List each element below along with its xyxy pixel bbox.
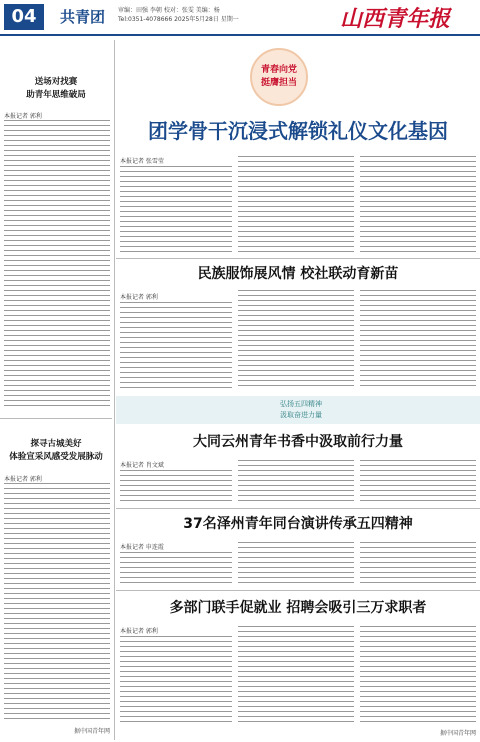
left-credit: 据中国青年网 bbox=[73, 728, 110, 735]
headline-3-body-col1 bbox=[120, 470, 232, 504]
theme-badge bbox=[250, 48, 308, 106]
main-credit: 据中国青年网 bbox=[439, 730, 476, 737]
headline-1-body-col3 bbox=[360, 156, 476, 254]
headline-4-body-col2 bbox=[238, 542, 354, 586]
badge-line2: 挺膺担当 bbox=[260, 78, 297, 88]
divider bbox=[0, 418, 112, 419]
divider bbox=[116, 590, 480, 591]
article1-byline: 本报记者 郭利 bbox=[4, 113, 42, 120]
masthead-logo: 山西青年报 bbox=[340, 6, 451, 32]
article2-title-line1: 探寻古城美好 bbox=[30, 439, 82, 449]
banner-line2: 汲取奋进力量 bbox=[280, 411, 322, 419]
headline-2-body-col3 bbox=[360, 290, 476, 390]
headline-2-body-col2 bbox=[238, 290, 354, 390]
edition-info bbox=[118, 6, 239, 24]
column-divider bbox=[114, 40, 115, 740]
headline-4-body-col3 bbox=[360, 542, 476, 586]
headline-1-body-col2 bbox=[238, 156, 354, 254]
page-number: 04 bbox=[4, 4, 44, 30]
headline-5-body-col1 bbox=[120, 636, 232, 724]
article2-title bbox=[0, 438, 112, 464]
headline-5-byline: 本报记者 郭利 bbox=[120, 628, 158, 635]
badge-line1: 青春向党 bbox=[260, 65, 297, 75]
headline-2-body-col1 bbox=[120, 302, 232, 390]
edition-line-1: 审编：田强 李朝 校对：张雯 美编：杨 bbox=[118, 7, 220, 14]
headline-4-byline: 本报记者 申连霞 bbox=[120, 544, 164, 551]
page-header bbox=[0, 0, 480, 36]
section-title: 共青团 bbox=[60, 8, 106, 26]
headline-4: 37名泽州青年同台演讲传承五四精神 bbox=[183, 516, 413, 532]
headline-5-body-col2 bbox=[238, 626, 354, 724]
article2-body-text bbox=[4, 483, 110, 723]
article2-byline: 本报记者 郭利 bbox=[4, 476, 42, 483]
headline-3: 大同云州青年书香中汲取前行力量 bbox=[193, 434, 403, 450]
divider bbox=[116, 508, 480, 509]
banner-line1: 弘扬五四精神 bbox=[280, 400, 322, 408]
headline-5: 多部门联手促就业 招聘会吸引三万求职者 bbox=[169, 600, 427, 616]
headline-4-body-col1 bbox=[120, 552, 232, 586]
headline-2: 民族服饰展风情 校社联动育新苗 bbox=[197, 266, 399, 282]
headline-1: 团学骨干沉浸式解锁礼仪文化基因 bbox=[148, 119, 448, 143]
article1-title-line2: 助青年思维破局 bbox=[26, 90, 86, 100]
edition-line-2: Tel:0351-4078666 2025年5月28日 星期一 bbox=[118, 16, 239, 23]
headline-2-byline: 本报记者 郭利 bbox=[120, 294, 158, 301]
theme-banner bbox=[116, 396, 480, 424]
article2-title-line2: 体验宣采风感受发展脉动 bbox=[9, 452, 103, 462]
headline-3-byline: 本报记者 肖文斌 bbox=[120, 462, 164, 469]
headline-5-body-col3 bbox=[360, 626, 476, 724]
divider bbox=[116, 258, 480, 259]
article1-title-line1: 送场对找赛 bbox=[34, 77, 78, 87]
headline-1-byline: 本报记者 张雪莹 bbox=[120, 158, 164, 165]
banner-text bbox=[266, 399, 336, 421]
article1-body-text bbox=[4, 120, 110, 410]
headline-3-body-col2 bbox=[238, 460, 354, 504]
headline-1-body-col1 bbox=[120, 166, 232, 254]
article1-title bbox=[0, 76, 112, 102]
headline-3-body-col3 bbox=[360, 460, 476, 504]
